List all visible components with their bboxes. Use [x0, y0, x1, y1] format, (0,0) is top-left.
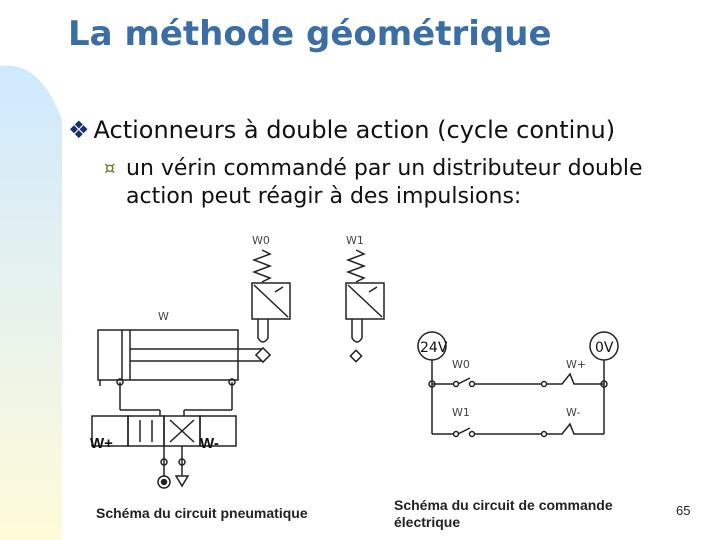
directional-valve — [92, 416, 236, 488]
0v-label: 0V — [595, 340, 614, 356]
w1-pilot — [346, 250, 384, 362]
main-bullet-text: Actionneurs à double action (cycle continu) — [93, 116, 616, 144]
pneumatic-caption: Schéma du circuit pneumatique — [96, 505, 308, 521]
electric-circuit — [418, 332, 618, 437]
sub-bullet-text: un vérin commandé par un distributeur double action peut réagir à des impulsions: — [126, 156, 643, 209]
pressure-lines — [117, 379, 235, 416]
electric-caption-line2: électrique — [394, 514, 461, 530]
slide-title: La méthode géométrique — [68, 14, 552, 54]
valve-wminus-label: W- — [200, 435, 219, 452]
w0-pilot — [252, 250, 290, 342]
electric-caption-line1: Schéma du circuit de commande — [394, 497, 613, 513]
cylinder-label: W — [158, 310, 169, 323]
page-number: 65 — [676, 503, 691, 518]
w0-valve-label: W0 — [252, 234, 270, 247]
diamond-bullet-icon: ❖ — [68, 116, 90, 144]
wplus-coil-label: W+ — [566, 358, 587, 371]
w1-contact-label: W1 — [452, 406, 470, 419]
w0-contact-label: W0 — [452, 358, 470, 371]
24v-label: 24V — [420, 340, 448, 356]
sub-bullet-icon: ¤ — [104, 158, 116, 179]
wminus-coil-label: W- — [566, 406, 581, 419]
double-acting-cylinder — [98, 330, 270, 386]
w1-valve-label: W1 — [346, 234, 364, 247]
valve-wplus-label: W+ — [90, 435, 113, 452]
pneumatic-circuit — [92, 250, 384, 488]
